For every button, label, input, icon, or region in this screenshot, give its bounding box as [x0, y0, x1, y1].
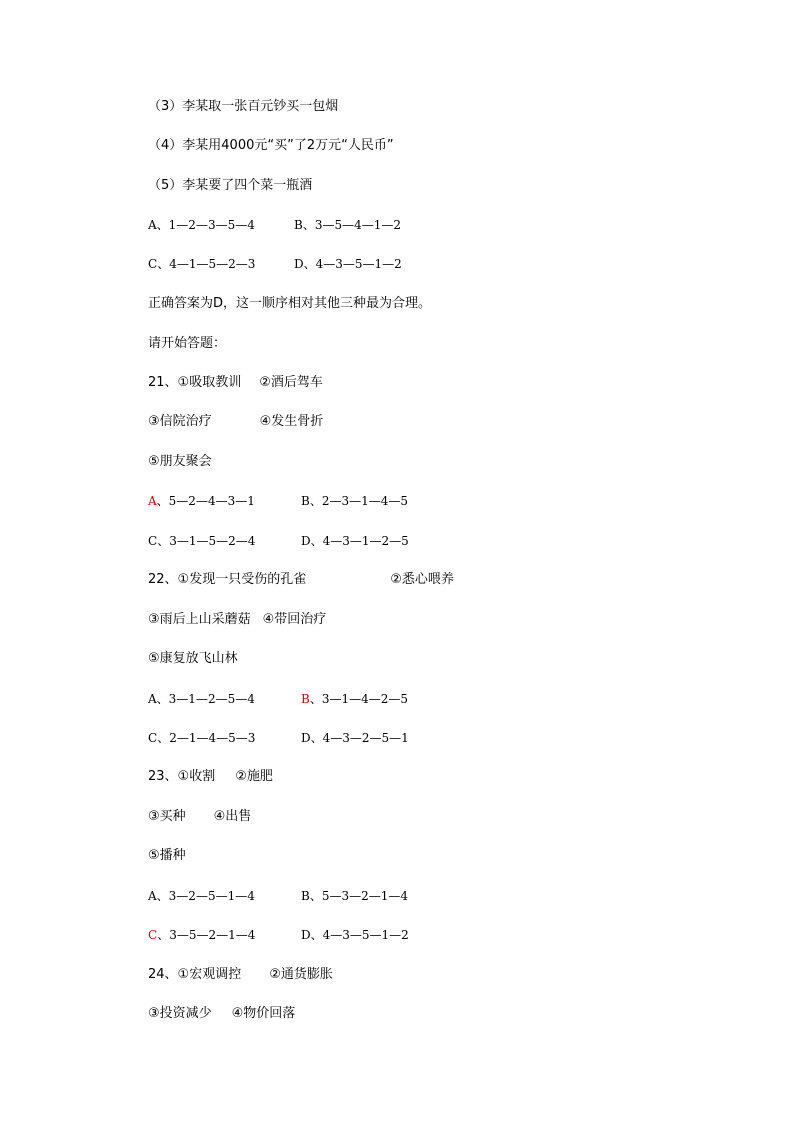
option-sequence: 、4—3—1—2—5	[310, 534, 409, 548]
q23-line-2	[148, 808, 251, 826]
q21-line-1	[148, 374, 323, 392]
q23-item-1: ①收割	[177, 769, 216, 784]
q22-option-a	[148, 690, 255, 708]
q23-option-a	[148, 887, 255, 905]
option-letter: A	[148, 692, 157, 706]
option-letter: C	[148, 731, 158, 745]
q24-line-2	[148, 1005, 295, 1023]
q23-line-1	[148, 768, 273, 786]
start-prompt: 请开始答题：	[148, 336, 227, 351]
option-sequence: 、3—1—2—5—4	[156, 692, 255, 706]
option-sequence: 、2—3—1—4—5	[309, 494, 409, 508]
option-sequence: 、3—1—5—2—4	[157, 534, 256, 548]
option-letter: C	[148, 257, 158, 271]
question-number: 24、	[148, 967, 178, 982]
q21-option-c	[148, 532, 255, 550]
q23-option-d	[301, 926, 409, 944]
answer-note: 正确答案为D，这一顺序相对其他三种最为合理。	[148, 296, 432, 311]
option-letter: A	[148, 494, 157, 508]
option-sequence: 、3—5—2—1—4	[157, 928, 256, 942]
q22-item-4: ④带回治疗	[262, 612, 327, 627]
q24-line-1	[148, 966, 333, 984]
option-letter: C	[148, 928, 158, 942]
q21-line-2	[148, 413, 323, 431]
option-letter: D	[294, 257, 304, 271]
q23-item-5: ⑤播种	[148, 848, 186, 863]
q21-item-3: ③信院治疗	[148, 414, 212, 429]
example-item-3: （3）李某取一张百元钞买一包烟	[148, 99, 339, 114]
q24-item-1: ①宏观调控	[177, 967, 242, 982]
q21-item-1: ①吸取教训	[177, 375, 242, 390]
q21-item-5: ⑤朋友聚会	[148, 454, 212, 469]
q23-option-c	[148, 926, 255, 944]
example-item-4: （4）李某用4000元“买”了2万元“人民币”	[148, 138, 394, 153]
q24-item-3: ③投资减少	[148, 1006, 212, 1021]
example-option-a	[148, 216, 255, 234]
option-letter: D	[301, 928, 311, 942]
q23-item-4: ④出售	[213, 809, 252, 824]
example-option-d	[294, 255, 402, 273]
q21-item-2: ②酒后驾车	[259, 375, 323, 390]
option-sequence: 、5—3—2—1—4	[309, 889, 409, 903]
q21-option-d	[301, 532, 409, 550]
option-sequence: 、4—3—2—5—1	[310, 731, 409, 745]
q22-item-2: ②悉心喂养	[390, 572, 454, 587]
option-sequence: 、3—2—5—1—4	[156, 889, 255, 903]
option-sequence: 、5—2—4—3—1	[156, 494, 255, 508]
q22-option-d	[301, 729, 409, 747]
question-number: 23、	[148, 769, 178, 784]
option-sequence: 、3—5—4—1—2	[302, 218, 402, 232]
question-number: 21、	[148, 375, 178, 390]
q21-option-b	[301, 492, 408, 510]
option-letter: A	[148, 889, 157, 903]
q24-item-4: ④物价回落	[231, 1006, 296, 1021]
q22-item-3: ③雨后上山采蘑菇	[148, 612, 251, 627]
q23-item-2: ②施肥	[235, 769, 273, 784]
option-letter: B	[301, 494, 310, 508]
option-letter: B	[294, 218, 303, 232]
option-letter: C	[148, 534, 158, 548]
q24-item-2: ②通货膨胀	[269, 967, 333, 982]
option-sequence: 、4—3—5—1—2	[310, 928, 409, 942]
option-sequence: 、3—1—4—2—5	[309, 692, 409, 706]
option-sequence: 、4—1—5—2—3	[157, 257, 256, 271]
option-sequence: 、2—1—4—5—3	[157, 731, 256, 745]
option-letter: B	[301, 889, 310, 903]
option-sequence: 、4—3—5—1—2	[303, 257, 402, 271]
q22-option-b	[301, 690, 408, 708]
q23-option-b	[301, 887, 408, 905]
q22-option-c	[148, 729, 255, 747]
option-letter: B	[301, 692, 310, 706]
q22-item-5: ⑤康复放飞山林	[148, 651, 238, 666]
option-letter: D	[301, 534, 311, 548]
q21-item-4: ④发生骨折	[259, 414, 324, 429]
q21-option-a	[148, 492, 255, 510]
example-option-b	[294, 216, 401, 234]
q23-item-3: ③买种	[148, 809, 186, 824]
option-letter: D	[301, 731, 311, 745]
example-option-c	[148, 255, 255, 273]
q22-line-1	[148, 571, 454, 589]
option-letter: A	[148, 218, 157, 232]
option-sequence: 、1—2—3—5—4	[156, 218, 255, 232]
question-number: 22、	[148, 572, 178, 587]
q22-line-2	[148, 611, 326, 629]
example-item-5: （5）李某要了四个菜一瓶酒	[148, 178, 313, 193]
q22-item-1: ①发现一只受伤的孔雀	[177, 572, 307, 587]
